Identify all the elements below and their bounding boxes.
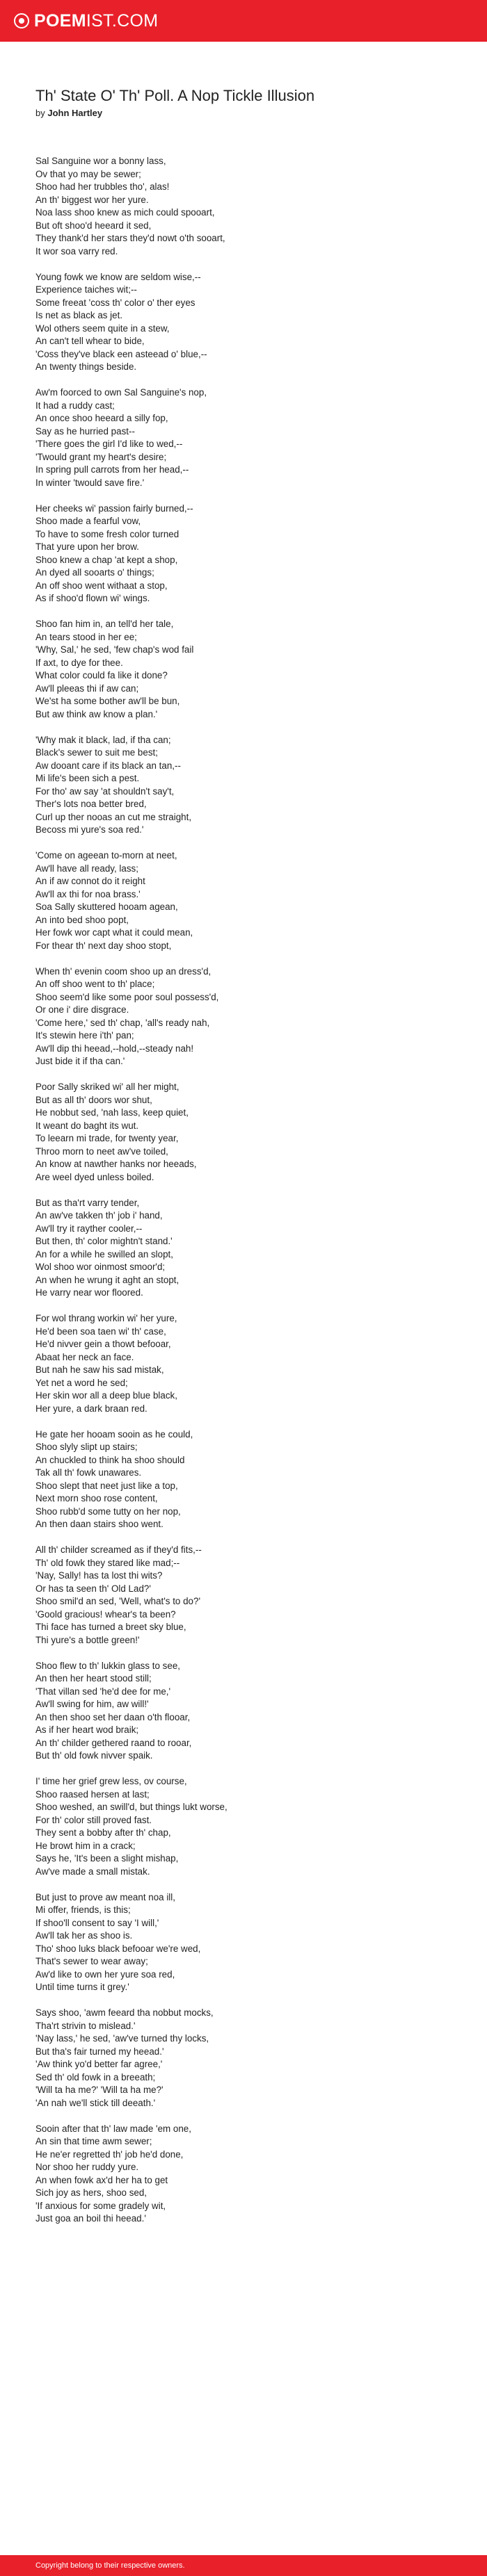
stanza <box>35 155 453 258</box>
poem-line: Shoo had her trubbles tho', alas! <box>35 181 170 192</box>
poem-line: An dyed all sooarts o' things; <box>35 567 154 578</box>
poem-line: Shoo flew to th' lukkin glass to see, <box>35 1660 180 1671</box>
poem-line: An th' biggest wor her yure. <box>35 194 149 205</box>
poem-line: Aw'll dip thi heead,--hold,--steady nah! <box>35 1043 194 1054</box>
poem-line: He browt him in a crack; <box>35 1840 136 1851</box>
poem-line: For tho' aw say 'at shouldn't say't, <box>35 785 175 797</box>
poem-line: But just to prove aw meant noa ill, <box>35 1891 175 1902</box>
poem-line: An once shoo heeard a silly fop, <box>35 413 168 423</box>
poem-line: Mi life's been sich a pest. <box>35 773 140 783</box>
poem-line: But as all th' doors wor shut, <box>35 1094 152 1105</box>
poem-line: For wol thrang workin wi' her yure, <box>35 1313 177 1323</box>
poem-line: He'd been soa taen wi' th' case, <box>35 1326 166 1337</box>
logo-text-light: IST.COM <box>86 10 159 31</box>
poem-line: Aw'm foorced to own Sal Sanguine's nop, <box>35 387 207 398</box>
poem-line: Just bide it if tha can.' <box>35 1056 125 1066</box>
poem-line: An know at nawther hanks nor heeads, <box>35 1159 197 1169</box>
poem-line: Nor shoo her ruddy yure. <box>35 2162 139 2172</box>
poem-line: Throo morn to neet aw've toiled, <box>35 1146 168 1157</box>
poem-line: Some freeat 'coss th' color o' ther eyes <box>35 297 195 308</box>
poem-line: 'Aw think yo'd better far agree,' <box>35 2059 163 2069</box>
poem-line: Or has ta seen th' Old Lad?' <box>35 1583 151 1594</box>
poem-line: But as tha'rt varry tender, <box>35 1197 140 1208</box>
poem-line: Th' old fowk they stared like mad;-- <box>35 1557 180 1568</box>
poem-line: Aw've made a small mistak. <box>35 1866 150 1877</box>
poem-line: Tak all th' fowk unawares. <box>35 1467 142 1478</box>
poem-line: It wor soa varry red. <box>35 245 118 256</box>
stanza <box>35 618 453 721</box>
poem-line: Her fowk wor capt what it could mean, <box>35 927 193 938</box>
poem-line: Young fowk we know are seldom wise,-- <box>35 271 201 282</box>
poem-line: An aw've takken th' job i' hand, <box>35 1210 163 1221</box>
poem-line: An twenty things beside. <box>35 361 137 372</box>
poem-line: An when he wrung it aght an stopt, <box>35 1274 179 1285</box>
footer <box>0 2555 487 2576</box>
poem-line: They thank'd her stars they'd nowt o'th sooart, <box>35 233 225 243</box>
poem-line: In spring pull carrots from her head,-- <box>35 464 189 475</box>
poem-line: But then, th' color mightn't stand.' <box>35 1236 173 1246</box>
poem-line: Her skin wor all a deep blue black, <box>35 1390 177 1401</box>
poem-line: For th' color still proved fast. <box>35 1814 152 1825</box>
poem-line: An into bed shoo popt, <box>35 914 129 925</box>
poem-line: An sin that time awm sewer; <box>35 2136 152 2146</box>
poem-line: 'That villan sed 'he'd dee for me,' <box>35 1686 171 1697</box>
poem-line: 'Twould grant my heart's desire; <box>35 451 167 462</box>
poem-line: 'If anxious for some gradely wit, <box>35 2200 166 2211</box>
stanza <box>35 503 453 605</box>
poem-line: Ov that yo may be sewer; <box>35 168 141 179</box>
poem-line: 'Come on ageean to-morn at neet, <box>35 850 177 861</box>
poem-line: Is net as black as jet. <box>35 310 123 320</box>
poem-line: Tha'rt strivin to mislead.' <box>35 2020 136 2031</box>
poem-line: An when fowk ax'd her ha to get <box>35 2174 168 2185</box>
poem-line: To have to some fresh color turned <box>35 528 179 539</box>
poem-line: Ther's lots noa better bred, <box>35 799 147 809</box>
poem-line: Until time turns it grey.' <box>35 1982 129 1992</box>
poem-line: Thi face has turned a breet sky blue, <box>35 1622 186 1632</box>
poem-line: Aw'll try it rayther cooler,-- <box>35 1223 143 1234</box>
poem-line: But tha's fair turned my heead.' <box>35 2046 164 2057</box>
byline-prefix: by <box>35 108 45 118</box>
poem-line: Shoo slept that neet just like a top, <box>35 1480 178 1491</box>
poem-line: 'Why mak it black, lad, if tha can; <box>35 734 171 745</box>
poem-line: Mi offer, friends, is this; <box>35 1905 131 1915</box>
poem-line: All th' childer screamed as if they'd fits,-- <box>35 1544 202 1555</box>
copyright-text: Copyright belong to their respective owners. <box>35 2561 185 2570</box>
stanza <box>35 386 453 489</box>
poem-line: As if shoo'd flown wi' wings. <box>35 593 150 603</box>
stanza <box>35 2123 453 2226</box>
poem-line: Shoo weshed, an swill'd, but things lukt worse, <box>35 1802 227 1812</box>
poem-line: Shoo made a fearful vow, <box>35 516 141 526</box>
poem-line: Just goa an boil thi heead.' <box>35 2213 146 2224</box>
poem-line: Sal Sanguine wor a bonny lass, <box>35 156 166 166</box>
poem-line: Shoo smil'd an sed, 'Well, what's to do?' <box>35 1596 200 1606</box>
poem-line: 'Nay lass,' he sed, 'aw've turned thy locks, <box>35 2033 209 2044</box>
poem-line: That yure upon her brow. <box>35 541 139 552</box>
poem-line: Shoo rubb'd some tutty on her nop, <box>35 1506 181 1517</box>
poem-line: Aw'll pleeas thi if aw can; <box>35 683 139 694</box>
author-link[interactable]: John Hartley <box>47 108 103 118</box>
poem-line: Shoo seem'd like some poor soul possess'd, <box>35 991 219 1002</box>
poem-line: An then shoo set her daan o'th flooar, <box>35 1711 191 1722</box>
logo-circle-icon <box>14 13 29 28</box>
poem-line: Yet net a word he sed; <box>35 1377 128 1388</box>
stanza <box>35 1660 453 1763</box>
poem-line: Thi yure's a bottle green!' <box>35 1634 140 1645</box>
stanza <box>35 1428 453 1531</box>
poem-line: Shoo fan him in, an tell'd her tale, <box>35 619 174 629</box>
poem-line: Abaat her neck an face. <box>35 1351 134 1362</box>
poem-line: Aw'll swing for him, aw will!' <box>35 1699 149 1709</box>
poem-line: Shoo raased hersen at last; <box>35 1788 150 1800</box>
poem-line: Says he, 'It's been a slight mishap, <box>35 1853 179 1864</box>
stanza <box>35 1544 453 1647</box>
poem-line: They sent a bobby after th' chap, <box>35 1827 171 1838</box>
stanza <box>35 849 453 952</box>
poem-line: Sed th' old fowk in a breeath; <box>35 2071 156 2082</box>
poem-line: Soa Sally skuttered hooam agean, <box>35 902 178 912</box>
poem-line: Black's sewer to suit me best; <box>35 747 158 758</box>
stanza <box>35 2007 453 2110</box>
poem-line: 'An nah we'll stick till deeath.' <box>35 2097 156 2108</box>
poem-line: Says shoo, 'awm feeard tha nobbut mocks, <box>35 2007 214 2018</box>
poem-line: Noa lass shoo knew as mich could spooart, <box>35 207 215 218</box>
stanza <box>35 1775 453 1878</box>
poem-line: I' time her grief grew less, ov course, <box>35 1776 187 1786</box>
poem-header <box>35 86 453 118</box>
poem-line: Aw'll tak her as shoo is. <box>35 1930 133 1941</box>
poem-line: Becoss mi yure's soa red.' <box>35 824 144 835</box>
top-bar <box>0 0 487 42</box>
poem-line: As if her heart wod braik; <box>35 1725 139 1735</box>
poem-line: 'Goold gracious! whear's ta been? <box>35 1608 176 1620</box>
poem-line: 'There goes the girl I'd like to wed,-- <box>35 439 183 449</box>
poem-line: But nah he saw his sad mistak, <box>35 1364 164 1375</box>
poem-line: An then her heart stood still; <box>35 1673 152 1684</box>
poem-body <box>35 155 453 2238</box>
byline <box>35 108 453 118</box>
poem-line: We'st ha some bother aw'll be bun, <box>35 696 180 706</box>
poem-line: But th' old fowk nivver spaik. <box>35 1750 153 1761</box>
poem-line: Poor Sally skriked wi' all her might, <box>35 1082 179 1092</box>
stanza <box>35 734 453 837</box>
stanza <box>35 271 453 374</box>
poem-line: 'Nay, Sally! has ta lost thi wits? <box>35 1570 163 1581</box>
poem-line: Aw'll have all ready, lass; <box>35 863 138 874</box>
poem-line: 'Will ta ha me?' 'Will ta ha me?' <box>35 2085 163 2095</box>
poem-line: He nobbut sed, 'nah lass, keep quiet, <box>35 1107 189 1118</box>
poem-line: Say as he hurried past-- <box>35 425 135 437</box>
poem-line: An chuckled to think ha shoo should <box>35 1454 185 1465</box>
stanza <box>35 1891 453 1994</box>
poem-line: Her yure, a dark braan red. <box>35 1403 147 1414</box>
poem-line: Curl up ther nooas an cut me straight, <box>35 811 192 822</box>
logo-text <box>34 10 159 31</box>
poem-line: If axt, to dye for thee. <box>35 657 123 668</box>
poem-line: Aw'd like to own her yure soa red, <box>35 1968 175 1980</box>
poem-line: He ne'er regretted th' job he'd done, <box>35 2149 184 2160</box>
poem-line: An if aw connot do it reight <box>35 876 145 886</box>
poem-line: Tho' shoo luks black befooar we're wed, <box>35 1943 201 1954</box>
poem-line: Aw dooant care if its black an tan,-- <box>35 760 181 771</box>
poem-line: Shoo slyly slipt up stairs; <box>35 1442 138 1452</box>
poem-line: It had a ruddy cast; <box>35 400 115 411</box>
poem-line: It weant do baght its wut. <box>35 1120 139 1131</box>
poem-line: Wol others seem quite in a stew, <box>35 323 170 334</box>
poem-line: Experience taiches wit;-- <box>35 284 137 295</box>
stanza <box>35 1197 453 1300</box>
stanza <box>35 1312 453 1415</box>
stanza <box>35 1081 453 1184</box>
poem-line: Or one i' dire disgrace. <box>35 1004 129 1015</box>
poem-line: For thear th' next day shoo stopt, <box>35 940 172 951</box>
poem-line: What color could fa like it done? <box>35 670 168 680</box>
poem-line: Sich joy as hers, shoo sed, <box>35 2187 147 2198</box>
poem-line: If shoo'll consent to say 'I will,' <box>35 1917 159 1928</box>
poem-line: An can't tell whear to bide, <box>35 336 145 346</box>
poem-line: He'd nivver gein a thowt befooar, <box>35 1339 171 1349</box>
poem-line: It's stewin here i'th' pan; <box>35 1030 134 1041</box>
poem-line: He varry near wor floored. <box>35 1287 143 1298</box>
poem-line: 'Come here,' sed th' chap, 'all's ready nah, <box>35 1017 210 1028</box>
poem-line: But oft shoo'd heeard it sed, <box>35 220 152 231</box>
poem-line: Sooin after that th' law made 'em one, <box>35 2123 191 2134</box>
poem-line: An for a while he swilled an slopt, <box>35 1248 173 1260</box>
poem-line: That's sewer to wear away; <box>35 1956 148 1966</box>
poem-line: When th' evenin coom shoo up an dress'd, <box>35 965 211 977</box>
poem-line: Next morn shoo rose content, <box>35 1493 158 1503</box>
stanza <box>35 965 453 1068</box>
poem-line: He gate her hooam sooin as he could, <box>35 1428 193 1440</box>
poem-title: Th' State O' Th' Poll. A Nop Tickle Illusion <box>35 87 315 104</box>
poem-line: 'Coss they've black een asteead o' blue,-- <box>35 348 207 359</box>
poem-line: Are weel dyed unless boiled. <box>35 1171 154 1182</box>
poem-line: 'Why, Sal,' he sed, 'few chap's wod fail <box>35 644 194 655</box>
poem-line: An th' childer gethered raand to rooar, <box>35 1737 192 1748</box>
poem-line: Shoo knew a chap 'at kept a shop, <box>35 554 178 565</box>
poem-line: An then daan stairs shoo went. <box>35 1519 163 1529</box>
poem-line: Her cheeks wi' passion fairly burned,-- <box>35 503 193 514</box>
logo-text-bold: POEM <box>34 10 86 31</box>
poem-line: An tears stood in her ee; <box>35 631 137 642</box>
poem-line: In winter 'twould save fire.' <box>35 477 145 488</box>
poem-line: But aw think aw know a plan.' <box>35 708 158 719</box>
poem-line: An off shoo went to th' place; <box>35 979 155 989</box>
poem-line: Aw'll ax thi for noa brass.' <box>35 888 141 899</box>
poem-line: An off shoo went withaat a stop, <box>35 580 168 591</box>
poem-line: To leearn mi trade, for twenty year, <box>35 1133 179 1143</box>
site-logo[interactable] <box>14 10 159 31</box>
poem-line: Wol shoo wor oinmost smoor'd; <box>35 1262 166 1272</box>
